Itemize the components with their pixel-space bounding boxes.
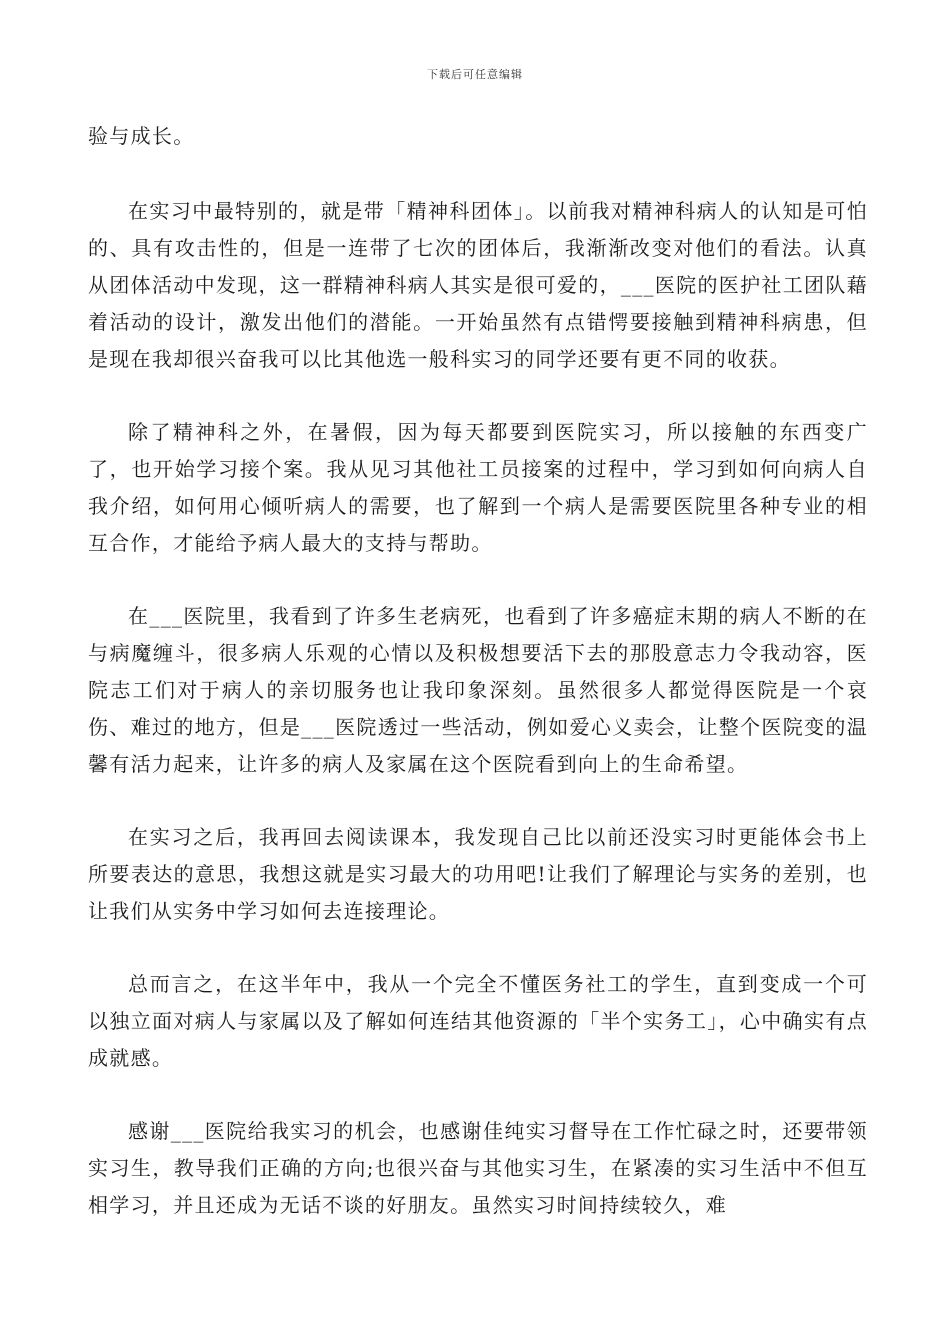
paragraph-5: 在实习之后，我再回去阅读课本，我发现自己比以前还没实习时更能体会书上所要表达的意思，我想这就是实习最大的功用吧!让我们了解理论与实务的差别，也让我们从实务中学习如何去连接理论。 bbox=[88, 825, 868, 923]
paragraph-4: 在___医院里，我看到了许多生老病死，也看到了许多癌症末期的病人不断的在与病魔缠斗，很多病人乐观的心情以及积极想要活下去的那股意志力令我动容，医院志工们对于病人的亲切服务也让我印象深刻。虽然很多人都觉得医院是一个哀伤、难过的地方，但是___医院透过一些活动，例如爱心义卖会，让整个医院变的温馨有活力起来，让许多的病人及家属在这个医院看到向上的生命希望。 bbox=[88, 604, 868, 776]
document-body bbox=[88, 118, 868, 1260]
paragraph-2: 在实习中最特别的，就是带「精神科团体」。以前我对精神科病人的认知是可怕的、具有攻击性的，但是一连带了七次的团体后，我渐渐改变对他们的看法。认真从团体活动中发现，这一群精神科病人其实是很可爱的，___医院的医护社工团队藉着活动的设计，激发出他们的潜能。一开始虽然有点错愕要接触到精神科病患，但是现在我却很兴奋我可以比其他选一般科实习的同学还要有更不同的收获。 bbox=[88, 199, 868, 371]
paragraph-1: 验与成长。 bbox=[88, 124, 195, 148]
page-header: 下载后可任意编辑 bbox=[427, 68, 523, 81]
paragraph-6: 总而言之，在这半年中，我从一个完全不懂医务社工的学生，直到变成一个可以独立面对病人与家属以及了解如何连结其他资源的「半个实务工」，心中确实有点成就感。 bbox=[88, 972, 868, 1070]
paragraph-7: 感谢___医院给我实习的机会，也感谢佳纯实习督导在工作忙碌之时，还要带领实习生，教导我们正确的方向;也很兴奋与其他实习生，在紧凑的实习生活中不但互相学习，并且还成为无话不谈的好朋友。虽然实习时间持续较久，难 bbox=[88, 1119, 868, 1217]
paragraph-3: 除了精神科之外，在暑假，因为每天都要到医院实习，所以接触的东西变广了，也开始学习接个案。我从见习其他社工员接案的过程中，学习到如何向病人自我介绍，如何用心倾听病人的需要，也了解到一个病人是需要医院里各种专业的相互合作，才能给予病人最大的支持与帮助。 bbox=[88, 420, 868, 555]
